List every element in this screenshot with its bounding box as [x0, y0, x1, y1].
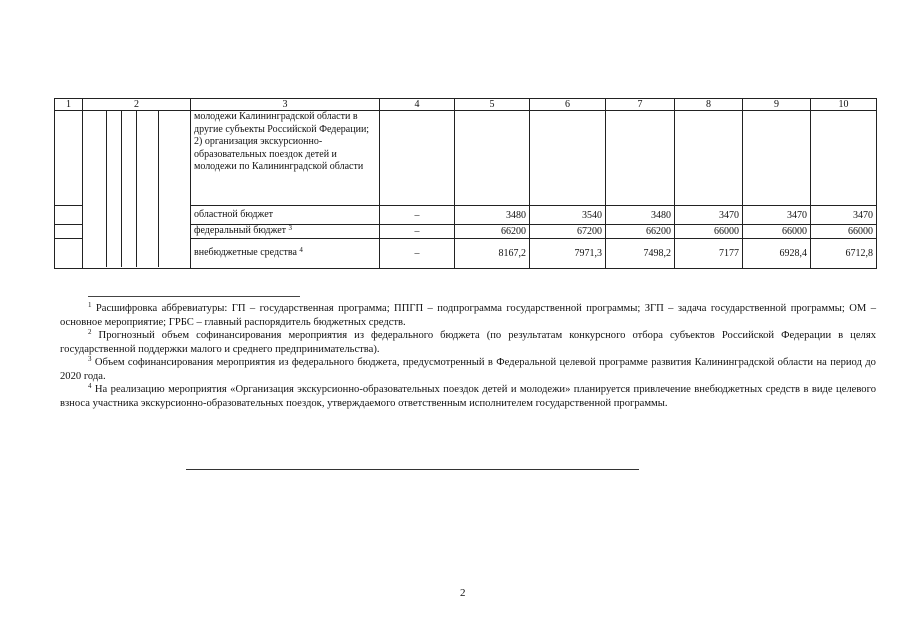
budget-table	[54, 98, 877, 269]
footnote-ref: 3	[288, 224, 293, 233]
page-number: 2	[460, 587, 466, 599]
value-cell: 7177	[675, 239, 743, 269]
value-cell: 6928,4	[743, 239, 811, 269]
funding-source-label	[191, 206, 380, 225]
footnote	[60, 329, 876, 356]
column-number: 8	[675, 99, 743, 111]
footnote	[60, 383, 876, 410]
column-number: 9	[743, 99, 811, 111]
empty-cell	[743, 111, 811, 206]
footnote-text: Объем софинансирования мероприятия из федерального бюджета, предусмотренный в Федеральной целевой программе развития Калининградской области на период до 2020 года.	[60, 357, 876, 382]
value-cell: 66200	[606, 225, 675, 239]
funding-source-text: областной бюджет	[194, 208, 274, 220]
empty-cell	[55, 111, 83, 206]
column-number: 6	[530, 99, 606, 111]
value-cell: 66200	[455, 225, 530, 239]
dash-cell: –	[380, 206, 455, 225]
value-cell: 6712,8	[811, 239, 877, 269]
column-number: 7	[606, 99, 675, 111]
footnote-number: 4	[88, 382, 92, 390]
column-number: 10	[811, 99, 877, 111]
column-number: 1	[55, 99, 83, 111]
column-number: 3	[191, 99, 380, 111]
value-cell: 3470	[811, 206, 877, 225]
funding-source-text: внебюджетные средства	[194, 247, 297, 259]
footnote-number: 1	[88, 301, 92, 309]
measure-description-row	[55, 111, 877, 206]
empty-cell	[55, 206, 83, 225]
footnote	[60, 302, 876, 329]
footnotes	[60, 302, 876, 410]
footnote-text: На реализацию мероприятия «Организация экскурсионно-образовательных поездок детей и молодежи» планируется привлечение внебюджетных средств в виде целевого взноса участника экскурсионно-образовательных поездок, утверждаемого ответственным исполнителем государственной программы.	[60, 384, 876, 409]
empty-cell	[55, 239, 83, 269]
value-cell: 3480	[606, 206, 675, 225]
measure-description: молодежи Калининградской области в другие субъекты Российской Федерации; 2) организация экскурсионно-образовательных поездок детей и молодежи по Калининградской области	[191, 111, 380, 206]
value-cell: 3470	[743, 206, 811, 225]
footnote-number: 3	[88, 355, 92, 363]
footnote-text: Расшифровка аббревиатуры: ГП – государственная программа; ППГП – подпрограмма государственной программы; ЗГП – задача государственной программы; ОМ – основное мероприятие; ГРБС – главный распорядитель бюджетных средств.	[60, 303, 876, 328]
dash-cell: –	[380, 225, 455, 239]
empty-cell	[811, 111, 877, 206]
value-cell: 66000	[811, 225, 877, 239]
footnote-ref: 4	[299, 246, 303, 255]
signature-line	[186, 469, 639, 470]
value-cell: 3480	[455, 206, 530, 225]
footnote-number: 2	[88, 328, 92, 336]
empty-cell	[530, 111, 606, 206]
column-number: 4	[380, 99, 455, 111]
column-number: 2	[83, 99, 191, 111]
value-cell: 66000	[743, 225, 811, 239]
value-cell: 3470	[675, 206, 743, 225]
empty-cell	[606, 111, 675, 206]
value-cell: 8167,2	[455, 239, 530, 269]
value-cell: 67200	[530, 225, 606, 239]
column-number-row	[55, 99, 877, 111]
footnote-text: Прогнозный объем софинансирования мероприятия из федерального бюджета (по результатам конкурсного отбора субъектов Российской Федерации в целях государственной поддержки малого и среднего предпринимательства).	[60, 330, 877, 355]
empty-cell	[380, 111, 455, 206]
funding-source-text: федеральный бюджет	[194, 225, 287, 237]
footnote-separator	[88, 296, 300, 297]
empty-cell	[455, 111, 530, 206]
empty-cell	[675, 111, 743, 206]
value-cell: 7498,2	[606, 239, 675, 269]
dash-cell: –	[380, 239, 455, 269]
funding-source-label	[191, 225, 380, 239]
column-number: 5	[455, 99, 530, 111]
value-cell: 3540	[530, 206, 606, 225]
value-cell: 7971,3	[530, 239, 606, 269]
value-cell: 66000	[675, 225, 743, 239]
funding-source-label	[191, 239, 380, 269]
code-subcolumns-cell	[83, 111, 191, 269]
empty-cell	[55, 225, 83, 239]
footnote	[60, 356, 876, 383]
